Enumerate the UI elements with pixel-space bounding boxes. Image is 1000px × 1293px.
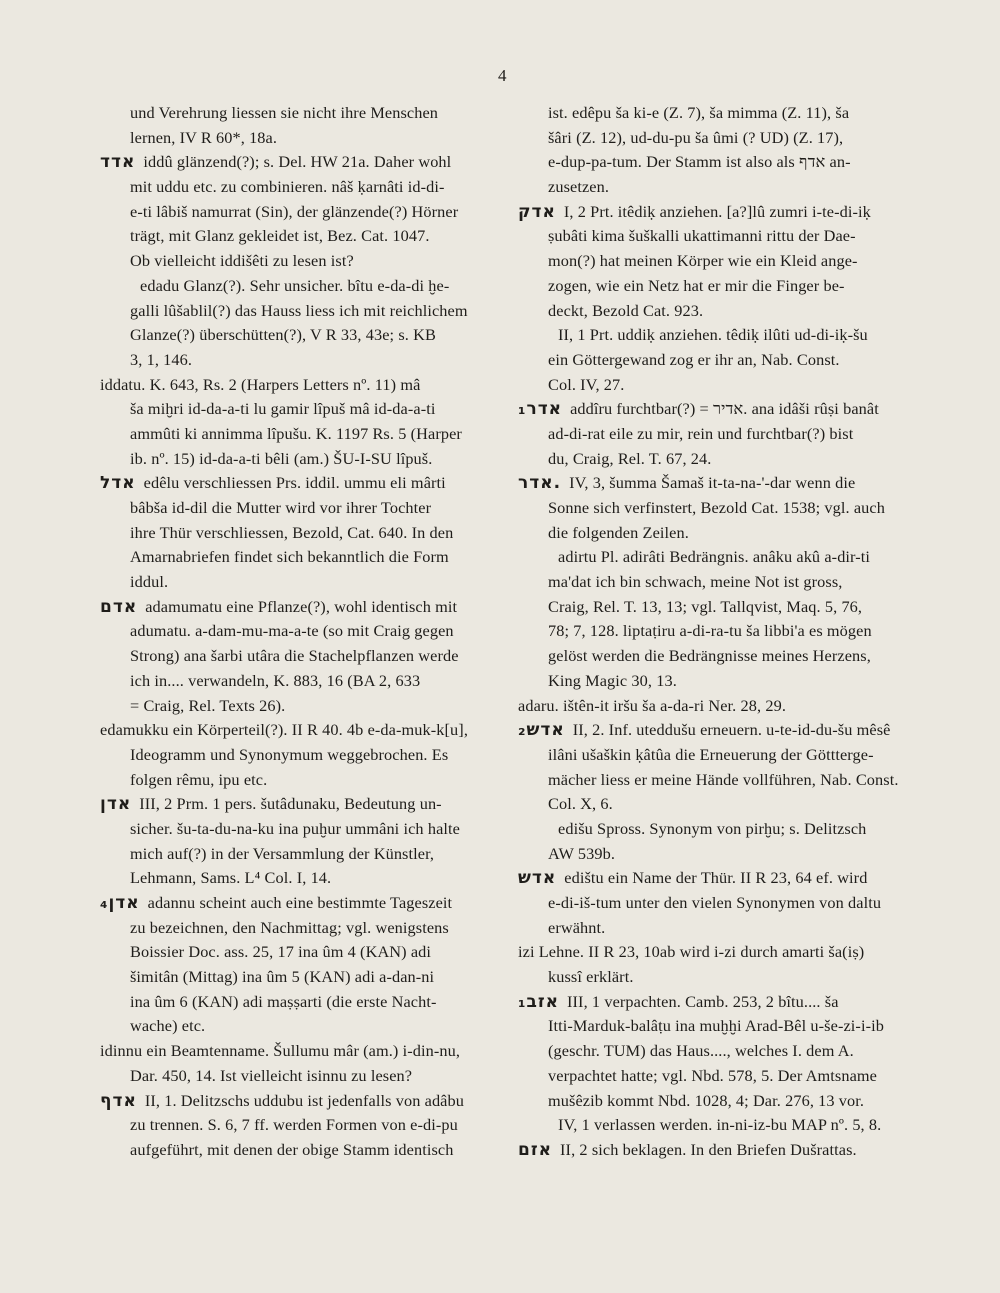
line-text: adumatu. a-dam-mu-ma-a-te (so mit Craig gegen [130,621,454,641]
line-text: Lehmann, Sams. L⁴ Col. I, 14. [130,868,332,888]
line-text: e-dup-pa-tum. Der Stamm ist also als אדף an- [548,152,851,172]
text-line [518,940,918,965]
text-line [518,768,918,793]
text-line [100,1014,498,1039]
text-line [100,619,498,644]
text-line [518,990,918,1015]
text-line [100,323,498,348]
text-line [100,669,498,694]
line-text: ma'dat ich bin schwach, meine Not ist gross, [548,572,843,592]
line-text: IV, 3, šumma Šamaš it-ta-na-'-dar wenn die [569,473,856,493]
text-line [518,595,918,620]
text-line [100,299,498,324]
line-text: adirtu Pl. adirâti Bedrängnis. anâku akû a-dir-ti [558,547,871,567]
text-line [518,447,918,472]
line-text: edêlu verschliessen Prs. iddil. ummu eli mârti [143,473,446,493]
line-text: Itti-Marduk-balâṭu ina muḫḫi Arad-Bêl u-še-zi-i-ib [548,1016,884,1036]
text-line [518,718,918,743]
text-line [518,842,918,867]
line-text: Col. IV, 27. [548,374,625,394]
line-text: mächer liess er meine Hände vollführen, Nab. Const. [548,769,899,789]
text-line [100,496,498,521]
text-line [100,1089,498,1114]
text-line [518,496,918,521]
line-text: e-di-iš-tum unter den vielen Synonymen von daltu [548,893,882,912]
line-text: Ideogramm und Synonymum weggebrochen. Es [130,744,449,764]
hebrew-root: אזב₁ [518,991,560,1012]
text-line [100,274,498,299]
line-text: šâri (Z. 12), ud-du-pu ša ûmi (? UD) (Z. 17), [548,127,844,147]
line-text: verpachtet hatte; vgl. Nbd. 578, 5. Der Amtsname [548,1065,877,1085]
line-text: II, 1. Delitzschs uddubu ist jedenfalls von adâbu [144,1090,464,1110]
line-text: edištu ein Name der Thür. II R 23, 64 ef. wird [564,868,868,888]
right-column [518,101,918,1163]
line-text: adannu scheint auch eine bestimmte Tageszeit [147,893,453,912]
text-line [518,323,918,348]
line-text: (geschr. TUM) das Haus...., welches I. dem A. [548,1041,854,1061]
text-line [100,644,498,669]
line-text: Ob vielleicht iddišêti zu lesen ist? [130,251,354,271]
text-line [518,545,918,570]
line-text: II, 2. Inf. uteddušu erneuern. u-te-id-du-šu mêsê [572,720,891,740]
text-line [518,694,918,719]
line-text: zogen, wie ein Netz hat er mir die Finger be- [548,275,845,295]
text-line [518,101,918,126]
text-line [518,1113,918,1138]
text-line [100,595,498,620]
text-line [100,101,498,126]
text-line [518,866,918,891]
text-line [518,373,918,398]
text-line [100,200,498,225]
hebrew-root: אדם [100,596,138,617]
line-text: iddul. [130,572,169,592]
text-line [518,916,918,941]
line-text: aufgeführt, mit denen der obige Stamm identisch [130,1139,454,1159]
text-line [518,570,918,595]
text-line [100,990,498,1015]
text-line [100,817,498,842]
hebrew-root: אדש₂ [518,720,565,741]
line-text: Strong) ana šarbi utâra die Stachelpflanzen werde [130,646,459,666]
line-text: III, 2 Prm. 1 pers. šutâdunaku, Bedeutung un- [139,794,442,814]
line-text: erwähnt. [548,917,606,937]
line-text: ist. edêpu ša ki-e (Z. 7), ša mimma (Z. 11), ša [548,103,850,122]
line-text: sicher. šu-ta-du-na-ku ina puḫur ummâni ich halte [130,818,460,838]
line-text: šimitân (Mittag) ina ûm 5 (KAN) adi a-dan-ni [130,967,435,987]
text-line [518,175,918,200]
line-text: kussî erklärt. [548,967,634,987]
line-text: 78; 7, 128. liptaṭiru a-di-ra-tu ša libbi'a es mögen [548,621,872,641]
hebrew-root: אדן₄ [100,893,140,913]
line-text: ich in.... verwandeln, K. 883, 16 (BA 2, 633 [130,670,421,690]
line-text: III, 1 verpachten. Camb. 253, 2 bîtu.... ša [567,991,839,1011]
text-line [100,891,498,916]
text-line [518,619,918,644]
line-text: ad-di-rat eile zu mir, rein und furchtbar(?) bist [548,423,854,443]
line-text: idinnu ein Beamtenname. Šullumu mâr (am.) i-din-nu, [100,1041,461,1061]
left-column [100,101,498,1163]
text-line [100,965,498,990]
text-line [518,348,918,373]
line-text: und Verehrung liessen sie nicht ihre Menschen [130,103,439,122]
line-text: Craig, Rel. T. 13, 13; vgl. Tallqvist, Maq. 5, 76, [548,596,863,616]
line-text: AW 539b. [548,843,616,863]
line-text: Dar. 450, 14. Ist vielleicht isinnu zu lesen? [130,1065,413,1085]
text-line [100,348,498,373]
text-line [100,768,498,793]
hebrew-root: אדל [100,473,136,494]
line-text: zu trennen. S. 6, 7 ff. werden Formen von e-di-pu [130,1115,458,1135]
hebrew-root: אזם [518,1139,553,1160]
line-text: lernen, IV R 60*, 18a. [130,127,278,147]
text-line [518,150,918,175]
hebrew-root: אדד [100,152,136,173]
text-line [518,397,918,422]
text-line [518,471,918,496]
text-line [100,224,498,249]
line-text: ihre Thür verschliessen, Bezold, Cat. 640. In den [130,522,454,542]
line-text: ša miḫri id-da-a-ti lu gamir lîpuš mâ id-da-a-ti [130,399,436,419]
text-line [518,669,918,694]
text-line [518,299,918,324]
line-text: folgen rêmu, ipu etc. [130,769,268,789]
text-line [518,1089,918,1114]
line-text: galli lûšablil(?) das Hauss liess ich mit reichlichem [130,300,468,320]
text-line [100,249,498,274]
hebrew-root: אדף [100,1090,137,1111]
line-text: edadu Glanz(?). Sehr unsicher. bîtu e-da-di ḫe- [140,275,450,295]
text-line [100,422,498,447]
text-line [518,792,918,817]
text-line [100,792,498,817]
line-text: 3, 1, 146. [130,349,193,369]
line-text: ammûti ki annimma lîpušu. K. 1197 Rs. 5 (Harper [130,423,462,443]
line-text: adamumatu eine Pflanze(?), wohl identisch mit [145,596,458,616]
text-line [518,249,918,274]
line-text: ein Göttergewand zog er ihr an, Nab. Const. [548,349,840,369]
text-line [518,224,918,249]
line-text: II, 1 Prt. uddiḳ anziehen. têdiḳ ilûti ud-di-iḳ-šu [558,325,868,345]
text-line [100,1138,498,1163]
line-text: mich auf(?) in der Versammlung der Künstler, [130,843,435,863]
line-text: edamukku ein Körperteil(?). II R 40. 4b e-da-muk-k[u], [100,720,468,740]
line-text: Col. X, 6. [548,794,613,814]
line-text: iddû glänzend(?); s. Del. HW 21a. Daher wohl [143,152,452,172]
text-line [518,1014,918,1039]
line-text: mit uddu etc. zu combinieren. nâš ḳarnâti id-di- [130,177,445,197]
hebrew-root: אדר. [518,473,562,494]
text-line [100,842,498,867]
line-text: zusetzen. [548,177,610,197]
line-text: addîru furchtbar(?) = אדיר. ana idâši rûṣi banât [570,399,879,419]
text-line [100,694,498,719]
text-line [518,126,918,151]
line-text: bâbša id-dil die Mutter wird vor ihrer Tochter [130,498,432,517]
line-text: ib. nº. 15) id-da-a-ti bêli (am.) ŠU-I-SU lîpuš. [130,448,433,468]
hebrew-root: אדק [518,201,556,222]
text-line [100,866,498,891]
text-line [100,175,498,200]
text-line [100,471,498,496]
line-text: adaru. ištên-it iršu ša a-da-ri Ner. 28, 29. [518,695,786,715]
text-line [100,1113,498,1138]
line-text: I, 2 Prt. itêdiḳ anziehen. [a?]lû zumri i-te-di-iḳ [563,201,871,221]
text-line [100,126,498,151]
text-line [518,1039,918,1064]
line-text: deckt, Bezold Cat. 923. [548,300,704,320]
line-text: die folgenden Zeilen. [548,522,689,542]
text-line [100,545,498,570]
line-text: ina ûm 6 (KAN) adi maṣṣarti (die erste Nacht- [130,991,437,1011]
line-text: King Magic 30, 13. [548,670,677,690]
line-text: iddatu. K. 643, Rs. 2 (Harpers Letters nº. 11) mâ [100,374,421,394]
line-text: zu bezeichnen, den Nachmittag; vgl. wenigstens [130,917,449,937]
line-text: trägt, mit Glanz gekleidet ist, Bez. Cat. 1047. [130,226,430,246]
text-line [100,916,498,941]
text-line [518,1138,918,1163]
line-text: Amarnabriefen findet sich bekanntlich die Form [130,547,449,567]
text-line [100,397,498,422]
text-line [100,940,498,965]
line-text: Glanze(?) überschütten(?), V R 33, 43e; s. KB [130,325,436,345]
text-line [100,1064,498,1089]
line-text: du, Craig, Rel. T. 67, 24. [548,448,712,468]
line-text: ilâni ušaškin ḳâtûa die Erneuerung der Göttterge- [548,744,874,764]
text-line [100,521,498,546]
text-line [518,1064,918,1089]
line-text: mon(?) hat meinen Körper wie ein Kleid ange- [548,251,858,271]
text-line [518,644,918,669]
line-text: edišu Spross. Synonym von pirḫu; s. Delitzsch [558,818,867,838]
text-line [100,718,498,743]
line-text: IV, 1 verlassen werden. in-ni-iz-bu MAP nº. 5, 8. [558,1115,882,1135]
line-text: Sonne sich verfinstert, Bezold Cat. 1538; vgl. auch [548,498,885,517]
line-text: Boissier Doc. ass. 25, 17 ina ûm 4 (KAN) adi [130,942,432,962]
line-text: ṣubâti kima šuškalli ukattimanni rittu der Dae- [548,226,856,246]
text-line [100,150,498,175]
line-text: gelöst werden die Bedrängnisse meines Herzens, [548,646,871,666]
text-line [100,743,498,768]
hebrew-root: אדן [100,794,132,815]
line-text: = Craig, Rel. Texts 26). [130,695,286,715]
hebrew-root: אדש [518,868,557,889]
text-line [518,891,918,916]
text-line [518,743,918,768]
line-text: izi Lehne. II R 23, 10ab wird i-zi durch amarti ša(iṣ) [518,942,865,962]
text-line [100,373,498,398]
text-line [518,422,918,447]
line-text: wache) etc. [130,1016,206,1036]
line-text: II, 2 sich beklagen. In den Briefen Dušrattas. [560,1139,857,1159]
text-line [100,570,498,595]
text-line [100,1039,498,1064]
text-line [518,965,918,990]
text-line [518,274,918,299]
line-text: e-ti lâbiš namurrat (Sin), der glänzende(?) Hörner [130,201,459,221]
text-line [518,817,918,842]
hebrew-root: אדר₁ [518,399,563,420]
text-line [518,200,918,225]
text-line [518,521,918,546]
line-text: mušêzib kommt Nbd. 1028, 4; Dar. 276, 13 vor. [548,1090,865,1110]
text-line [100,447,498,472]
page-number: 4 [498,66,507,85]
